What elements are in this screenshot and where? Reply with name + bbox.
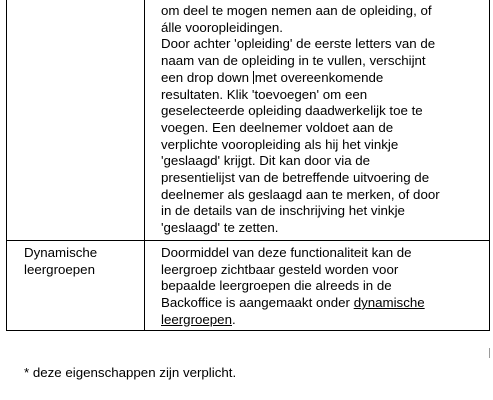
text-line-with-link [161,312,485,329]
table-cell-description [145,0,490,240]
text-line: verplichte vooropleiding als hij het vinkje [161,136,399,152]
text-line: naam van de opleiding in te vullen, verschijnt [161,53,426,69]
text-line: deelnemer als geslaagd aan te merken, of door [161,186,440,202]
text-line: presentielijst van de betreffende uitvoering de [161,170,430,186]
property-description-cell [145,240,490,331]
text-line: Door achter 'opleiding' de eerste letters van de [161,36,436,52]
table-row-continued [7,0,490,240]
text-line: 'geslaagd' te zetten. [161,220,279,236]
text-line: bepaalde leergroepen die alreeds in de [161,278,392,294]
text-fragment: met overeenkomende [254,69,384,85]
text-line: 'geslaagd' krijgt. Dit kan door via de [161,153,371,169]
property-name-cell [7,240,145,331]
text-fragment: een drop down [161,69,249,85]
text-line: leergroep zichtbaar gesteld worden voor [161,261,399,277]
dynamic-groups-link[interactable]: dynamische [353,294,425,310]
text-line-with-link [161,295,485,312]
text-cursor [253,71,254,84]
text-line: Doormiddel van deze functionaliteit kan de [161,244,412,260]
property-name-line: leergroepen [24,261,95,277]
text-line: álle vooropleidingen. [161,19,283,35]
text-line: voegen. Een deelnemer voldoet aan de [161,119,394,135]
text-line: om deel te mogen nemen aan de opleiding, of [161,3,432,18]
dynamic-groups-link-continued[interactable]: leergroepen [161,311,232,327]
text-fragment: Backoffice is aangemaakt onder [161,294,350,310]
property-name-line: Dynamische [24,244,98,260]
text-line-with-cursor [161,70,485,87]
table-row-dynamic-groups [7,240,490,331]
footnote: * deze eigenschappen zijn verplicht. [24,365,237,380]
text-line: geselecteerde opleiding daadwerkelijk toe te [161,103,423,119]
table-cell-empty [7,0,145,240]
text-line: resultaten. Klik 'toevoegen' om een [161,86,368,102]
table-edge-marker [489,348,490,358]
text-fragment: . [231,311,236,327]
properties-table [6,0,490,331]
text-line: in de details van de inschrijving het vinkje [161,203,405,219]
